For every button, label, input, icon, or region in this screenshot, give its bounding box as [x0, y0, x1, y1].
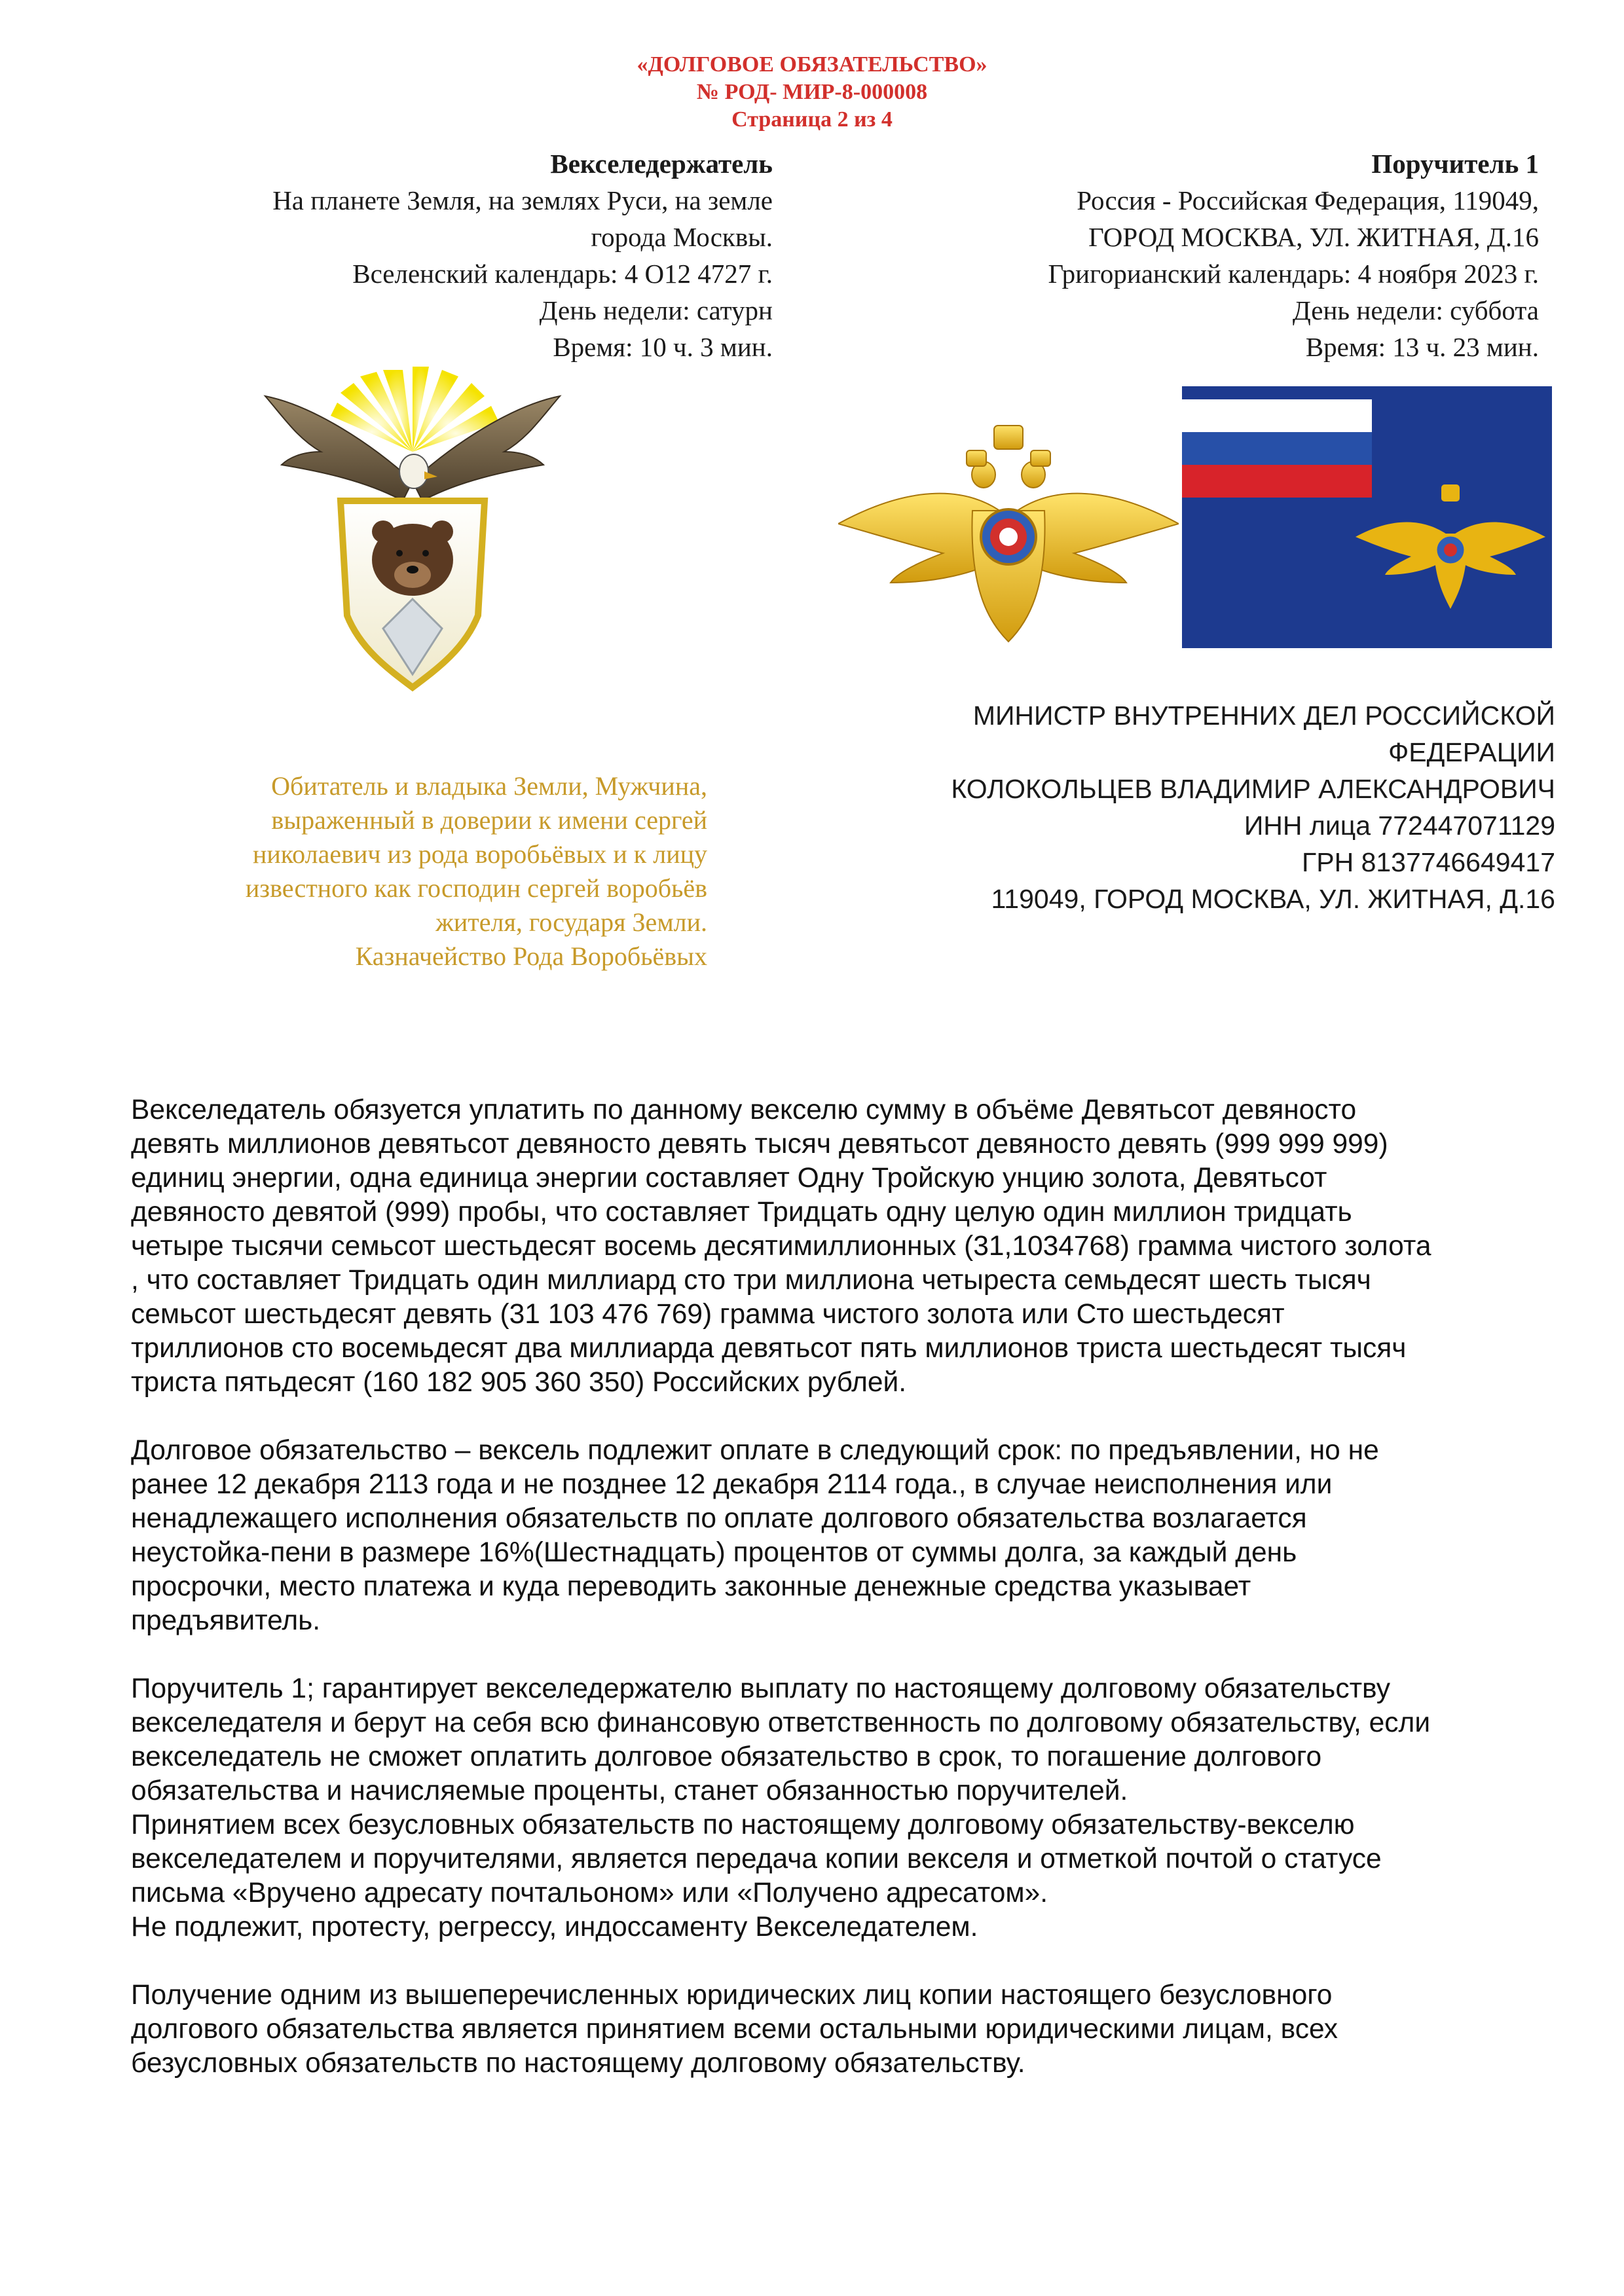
- body-line: Векселедатель обязуется уплатить по данному векселю сумму в объёме Девятьсот девяносто: [131, 1095, 1357, 1125]
- page-indicator: Страница 2 из 4: [731, 107, 893, 132]
- body-line: единиц энергии, одна единица энергии составляет Одну Тройскую унцию золота, Девятьсот: [131, 1163, 1327, 1194]
- sun-eagle-bear-shield-icon: [262, 367, 563, 694]
- guarantor-line: Время: 13 ч. 23 мин.: [1305, 332, 1539, 362]
- mvd-flag-icon: [1182, 386, 1552, 648]
- body-line: векселедатель не сможет оплатить долговое обязательство в срок, то погашение долгового: [131, 1741, 1322, 1772]
- bill-holder-line: города Москвы.: [591, 222, 773, 252]
- guarantor-title: Поручитель 1: [1371, 149, 1539, 179]
- holder-description-line: выраженный в доверии к имени сергей: [271, 805, 707, 835]
- body-line: неустойка-пени в размере 16%(Шестнадцать) процентов от суммы долга, за каждый день: [131, 1537, 1297, 1568]
- bill-holder-line: День недели: сатурн: [539, 295, 773, 325]
- double-headed-eagle-icon: [838, 412, 1179, 648]
- body-line: Принятием всех безусловных обязательств по настоящему долговому обязательству-векселю: [131, 1810, 1355, 1840]
- body-line: безусловных обязательств по настоящему долговому обязательству.: [131, 2048, 1025, 2079]
- body-line: векселедателя и берут на себя всю финансовую ответственность по долговому обязательству, если: [131, 1707, 1431, 1738]
- holder-description-line: николаевич из рода воробьёвых и к лицу: [252, 839, 707, 869]
- bill-holder-line: Время: 10 ч. 3 мин.: [553, 332, 773, 362]
- body-line: ранее 12 декабря 2113 года и не позднее 12 декабря 2114 года., в случае неисполнения или: [131, 1469, 1333, 1500]
- guarantor-line: Григорианский календарь: 4 ноября 2023 г.: [1048, 259, 1539, 289]
- body-line: ненадлежащего исполнения обязательств по оплате долгового обязательства возлагается: [131, 1503, 1307, 1534]
- body-line: предъявитель.: [131, 1605, 321, 1636]
- body-line: триста пятьдесят (160 182 905 360 350) Российских рублей.: [131, 1367, 907, 1398]
- holder-description: [131, 769, 707, 974]
- document-number: № РОД- МИР-8-000008: [696, 80, 928, 104]
- acceptance-paragraph: [131, 1978, 1539, 2081]
- guarantor-obligation-paragraph: [131, 1672, 1539, 1944]
- holder-description-line: известного как господин сергей воробьёв: [245, 873, 707, 903]
- bill-holder-block: [131, 145, 773, 365]
- minister-block: [740, 697, 1555, 917]
- guarantor-line: ГОРОД МОСКВА, УЛ. ЖИТНАЯ, Д.16: [1088, 222, 1539, 252]
- body-line: векселедателем и поручителями, является передача копии векселя и отметкой почтой о статусе: [131, 1844, 1382, 1874]
- document-header: [0, 51, 1624, 134]
- body-line: долгового обязательства является принятием всеми остальными юридическими лицам, всех: [131, 2014, 1338, 2045]
- body-line: Поручитель 1; гарантирует векселедержателю выплату по настоящему долговому обязательству: [131, 1673, 1390, 1704]
- minister-address: 119049, ГОРОД МОСКВА, УЛ. ЖИТНАЯ, Д.16: [991, 884, 1555, 914]
- guarantor-line: Россия - Российская Федерация, 119049,: [1077, 185, 1539, 215]
- body-line: , что составляет Тридцать один миллиард сто три миллиона четыреста семьдесят шесть тысяч: [131, 1265, 1371, 1296]
- body-line: девяносто девятой (999) пробы, что составляет Тридцать одну целую один миллион тридцать: [131, 1197, 1352, 1228]
- body-line: Получение одним из вышеперечисленных юридических лиц копии настоящего безусловного: [131, 1980, 1333, 2011]
- body-line: письма «Вручено адресату почтальоном» или «Получено адресатом».: [131, 1878, 1048, 1908]
- bill-holder-title: Векселедержатель: [550, 149, 773, 179]
- body-line: девять миллионов девятьсот девяносто девять тысяч девятьсот девяносто девять (999 999 999): [131, 1129, 1388, 1159]
- body-line: обязательства и начисляемые проценты, станет обязанностью поручителей.: [131, 1776, 1128, 1806]
- guarantor-line: День недели: суббота: [1292, 295, 1539, 325]
- body-line: просрочки, место платежа и куда переводить законные денежные средства указывает: [131, 1571, 1251, 1602]
- body-line: четыре тысячи семьсот шестьдесят восемь десятимиллионных (31,1034768) грамма чистого золота: [131, 1231, 1431, 1262]
- body-line: Долговое обязательство – вексель подлежит оплате в следующий срок: по предъявлении, но не: [131, 1435, 1379, 1466]
- guarantor-block: [851, 145, 1539, 365]
- body-line: триллионов сто восемьдесят два миллиарда девятьсот пять миллионов триста шестьдесят тысяч: [131, 1333, 1407, 1364]
- minister-name: КОЛОКОЛЬЦЕВ ВЛАДИМИР АЛЕКСАНДРОВИЧ: [951, 774, 1555, 804]
- treasury-line: Казначейство Рода Воробьёвых: [355, 941, 707, 971]
- minister-inn: ИНН лица 772447071129: [1244, 811, 1555, 841]
- body-line: семьсот шестьдесят девять (31 103 476 769) грамма чистого золота или Сто шестьдесят: [131, 1299, 1285, 1330]
- holder-description-line: Обитатель и владыка Земли, Мужчина,: [271, 771, 707, 801]
- document-body: [131, 1093, 1539, 2115]
- body-line: Не подлежит, протесту, регрессу, индоссаменту Векселедателем.: [131, 1912, 978, 1942]
- bill-holder-line: На планете Земля, на землях Руси, на земле: [272, 185, 773, 215]
- bill-holder-line: Вселенский календарь: 4 О12 4727 г.: [352, 259, 773, 289]
- payment-amount-paragraph: [131, 1093, 1539, 1400]
- minister-grn: ГРН 8137746649417: [1302, 847, 1555, 877]
- minister-line: МИНИСТР ВНУТРЕННИХ ДЕЛ РОССИЙСКОЙ: [972, 701, 1555, 731]
- document-title: «ДОЛГОВОЕ ОБЯЗАТЕЛЬСТВО»: [637, 52, 987, 77]
- payment-term-paragraph: [131, 1434, 1539, 1638]
- minister-line: ФЕДЕРАЦИИ: [1388, 737, 1555, 767]
- holder-description-line: жителя, государя Земли.: [435, 907, 707, 937]
